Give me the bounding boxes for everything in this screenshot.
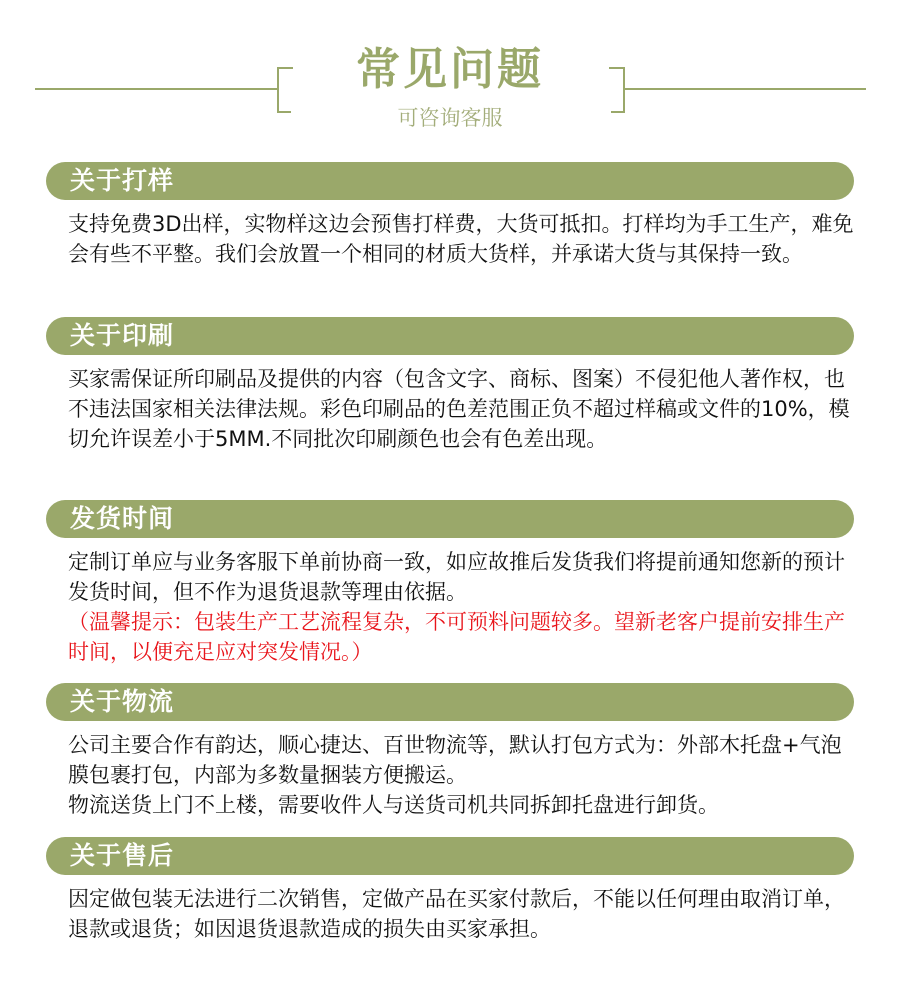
section-paragraph: 因定做包装无法进行二次销售，定做产品在买家付款后，不能以任何理由取消订单，退款或退货；如因退货退款造成的损失由买家承担。 xyxy=(68,887,845,941)
section-logistics xyxy=(46,683,854,820)
section-header xyxy=(46,317,854,355)
section-header xyxy=(46,837,854,875)
section-title: 发货时间 xyxy=(70,504,175,533)
faq-header xyxy=(0,0,900,150)
section-after-sales xyxy=(46,837,854,944)
page-subtitle: 可咨询客服 xyxy=(397,106,503,130)
section-title: 关于物流 xyxy=(70,687,175,716)
section-header xyxy=(46,162,854,200)
section-body xyxy=(46,884,854,944)
section-shipping-time xyxy=(46,500,854,667)
section-title: 关于售后 xyxy=(70,841,175,870)
section-title: 关于打样 xyxy=(70,166,175,195)
warning-notice: （温馨提示：包装生产工艺流程复杂，不可预料问题较多。望新老客户提前安排生产时间，以便充足应对突发情况。） xyxy=(68,610,845,664)
section-paragraph: 物流送货上门不上楼，需要收件人与送货司机共同拆卸托盘进行卸货。 xyxy=(68,793,719,817)
section-body xyxy=(46,730,854,820)
section-body xyxy=(46,209,854,269)
section-title: 关于印刷 xyxy=(70,321,175,350)
section-printing xyxy=(46,317,854,454)
page-title: 常见问题 xyxy=(356,44,544,95)
section-paragraph: 定制订单应与业务客服下单前协商一致，如应故推后发货我们将提前通知您新的预计发货时间，但不作为退货退款等理由依据。 xyxy=(68,550,845,604)
section-body xyxy=(46,364,854,454)
section-header xyxy=(46,500,854,538)
section-header xyxy=(46,683,854,721)
header-divider-right xyxy=(623,88,866,90)
section-body xyxy=(46,547,854,667)
section-paragraph: 买家需保证所印刷品及提供的内容（包含文字、商标、图案）不侵犯他人著作权，也不违法国家相关法律法规。彩色印刷品的色差范围正负不超过样稿或文件的10%，模切允许误差小于5MM.不同批次印刷颜色也会有色差出现。 xyxy=(68,367,850,451)
section-paragraph: 公司主要合作有韵达，顺心捷达、百世物流等，默认打包方式为：外部木托盘+气泡膜包裹打包，内部为多数量捆装方便搬运。 xyxy=(68,733,842,787)
section-sampling xyxy=(46,162,854,269)
section-paragraph: 支持免费3D出样，实物样这边会预售打样费，大货可抵扣。打样均为手工生产，难免会有些不平整。我们会放置一个相同的材质大货样，并承诺大货与其保持一致。 xyxy=(68,212,854,266)
